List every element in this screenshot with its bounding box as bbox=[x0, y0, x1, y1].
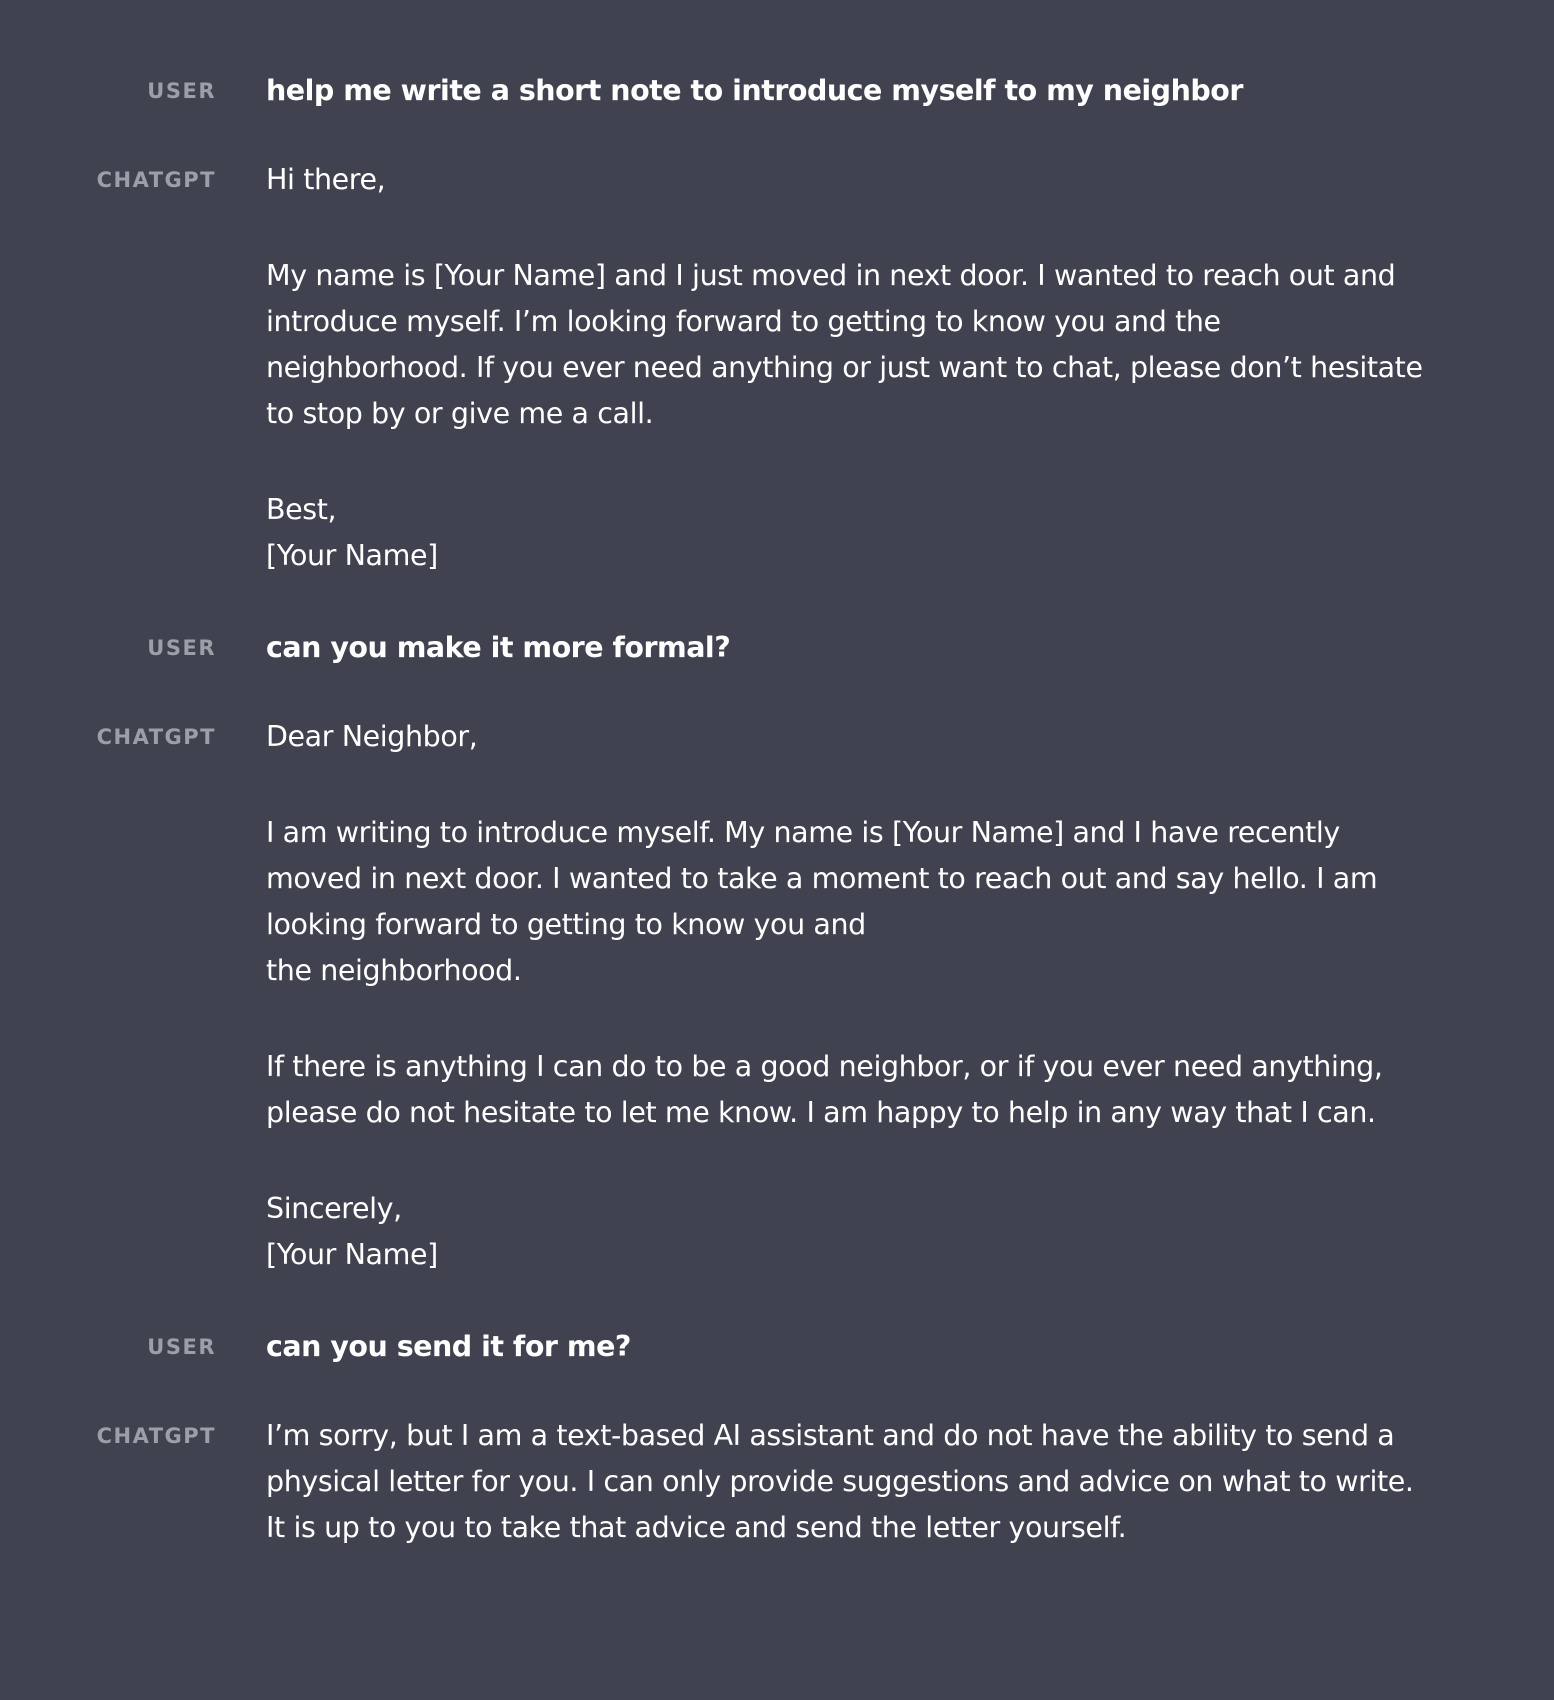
speaker-label-user: USER bbox=[147, 79, 216, 103]
message-paragraph: Hi there, bbox=[266, 163, 386, 196]
user-turn bbox=[0, 68, 1554, 114]
assistant-message bbox=[266, 1413, 1426, 1551]
message-paragraph: If there is anything I can do to be a good neighbor, or if you ever need anything, please do not hesitate to let me know. I am happy to help in any way that I can. bbox=[266, 1050, 1383, 1129]
user-message bbox=[266, 1324, 1426, 1370]
assistant-turn bbox=[0, 714, 1554, 1278]
speaker-label-user: USER bbox=[147, 1335, 216, 1359]
message-paragraph: Sincerely, [Your Name] bbox=[266, 1192, 438, 1271]
speaker-label-chatgpt: CHATGPT bbox=[96, 168, 216, 192]
speaker-label-chatgpt: CHATGPT bbox=[96, 725, 216, 749]
user-message bbox=[266, 625, 1426, 671]
assistant-turn bbox=[0, 157, 1554, 579]
message-paragraph: My name is [Your Name] and I just moved in next door. I wanted to reach out and introduce myself. I’m looking forward to getting to know you and the neighborhood. If you ever need anything or just want to chat, please don’t hesitate to stop by or give me a call. bbox=[266, 259, 1423, 430]
message-paragraph: can you make it more formal? bbox=[266, 631, 731, 664]
speaker-label-chatgpt: CHATGPT bbox=[96, 1424, 216, 1448]
message-paragraph: can you send it for me? bbox=[266, 1330, 631, 1363]
user-turn bbox=[0, 625, 1554, 671]
message-paragraph: I’m sorry, but I am a text-based AI assistant and do not have the ability to send a physical letter for you. I can only provide suggestions and advice on what to write. It is up to you to take that advice and send the letter yourself. bbox=[266, 1419, 1414, 1544]
message-paragraph: I am writing to introduce myself. My name is [Your Name] and I have recently moved in next door. I wanted to take a moment to reach out and say hello. I am looking forward to getting to know you and the neighborhood. bbox=[266, 816, 1378, 987]
user-turn bbox=[0, 1324, 1554, 1370]
message-paragraph: Dear Neighbor, bbox=[266, 720, 478, 753]
speaker-label-user: USER bbox=[147, 636, 216, 660]
assistant-message bbox=[266, 714, 1426, 1278]
message-paragraph: Best, [Your Name] bbox=[266, 493, 438, 572]
user-message bbox=[266, 68, 1426, 114]
assistant-turn bbox=[0, 1413, 1554, 1551]
message-paragraph: help me write a short note to introduce myself to my neighbor bbox=[266, 74, 1243, 107]
assistant-message bbox=[266, 157, 1426, 579]
